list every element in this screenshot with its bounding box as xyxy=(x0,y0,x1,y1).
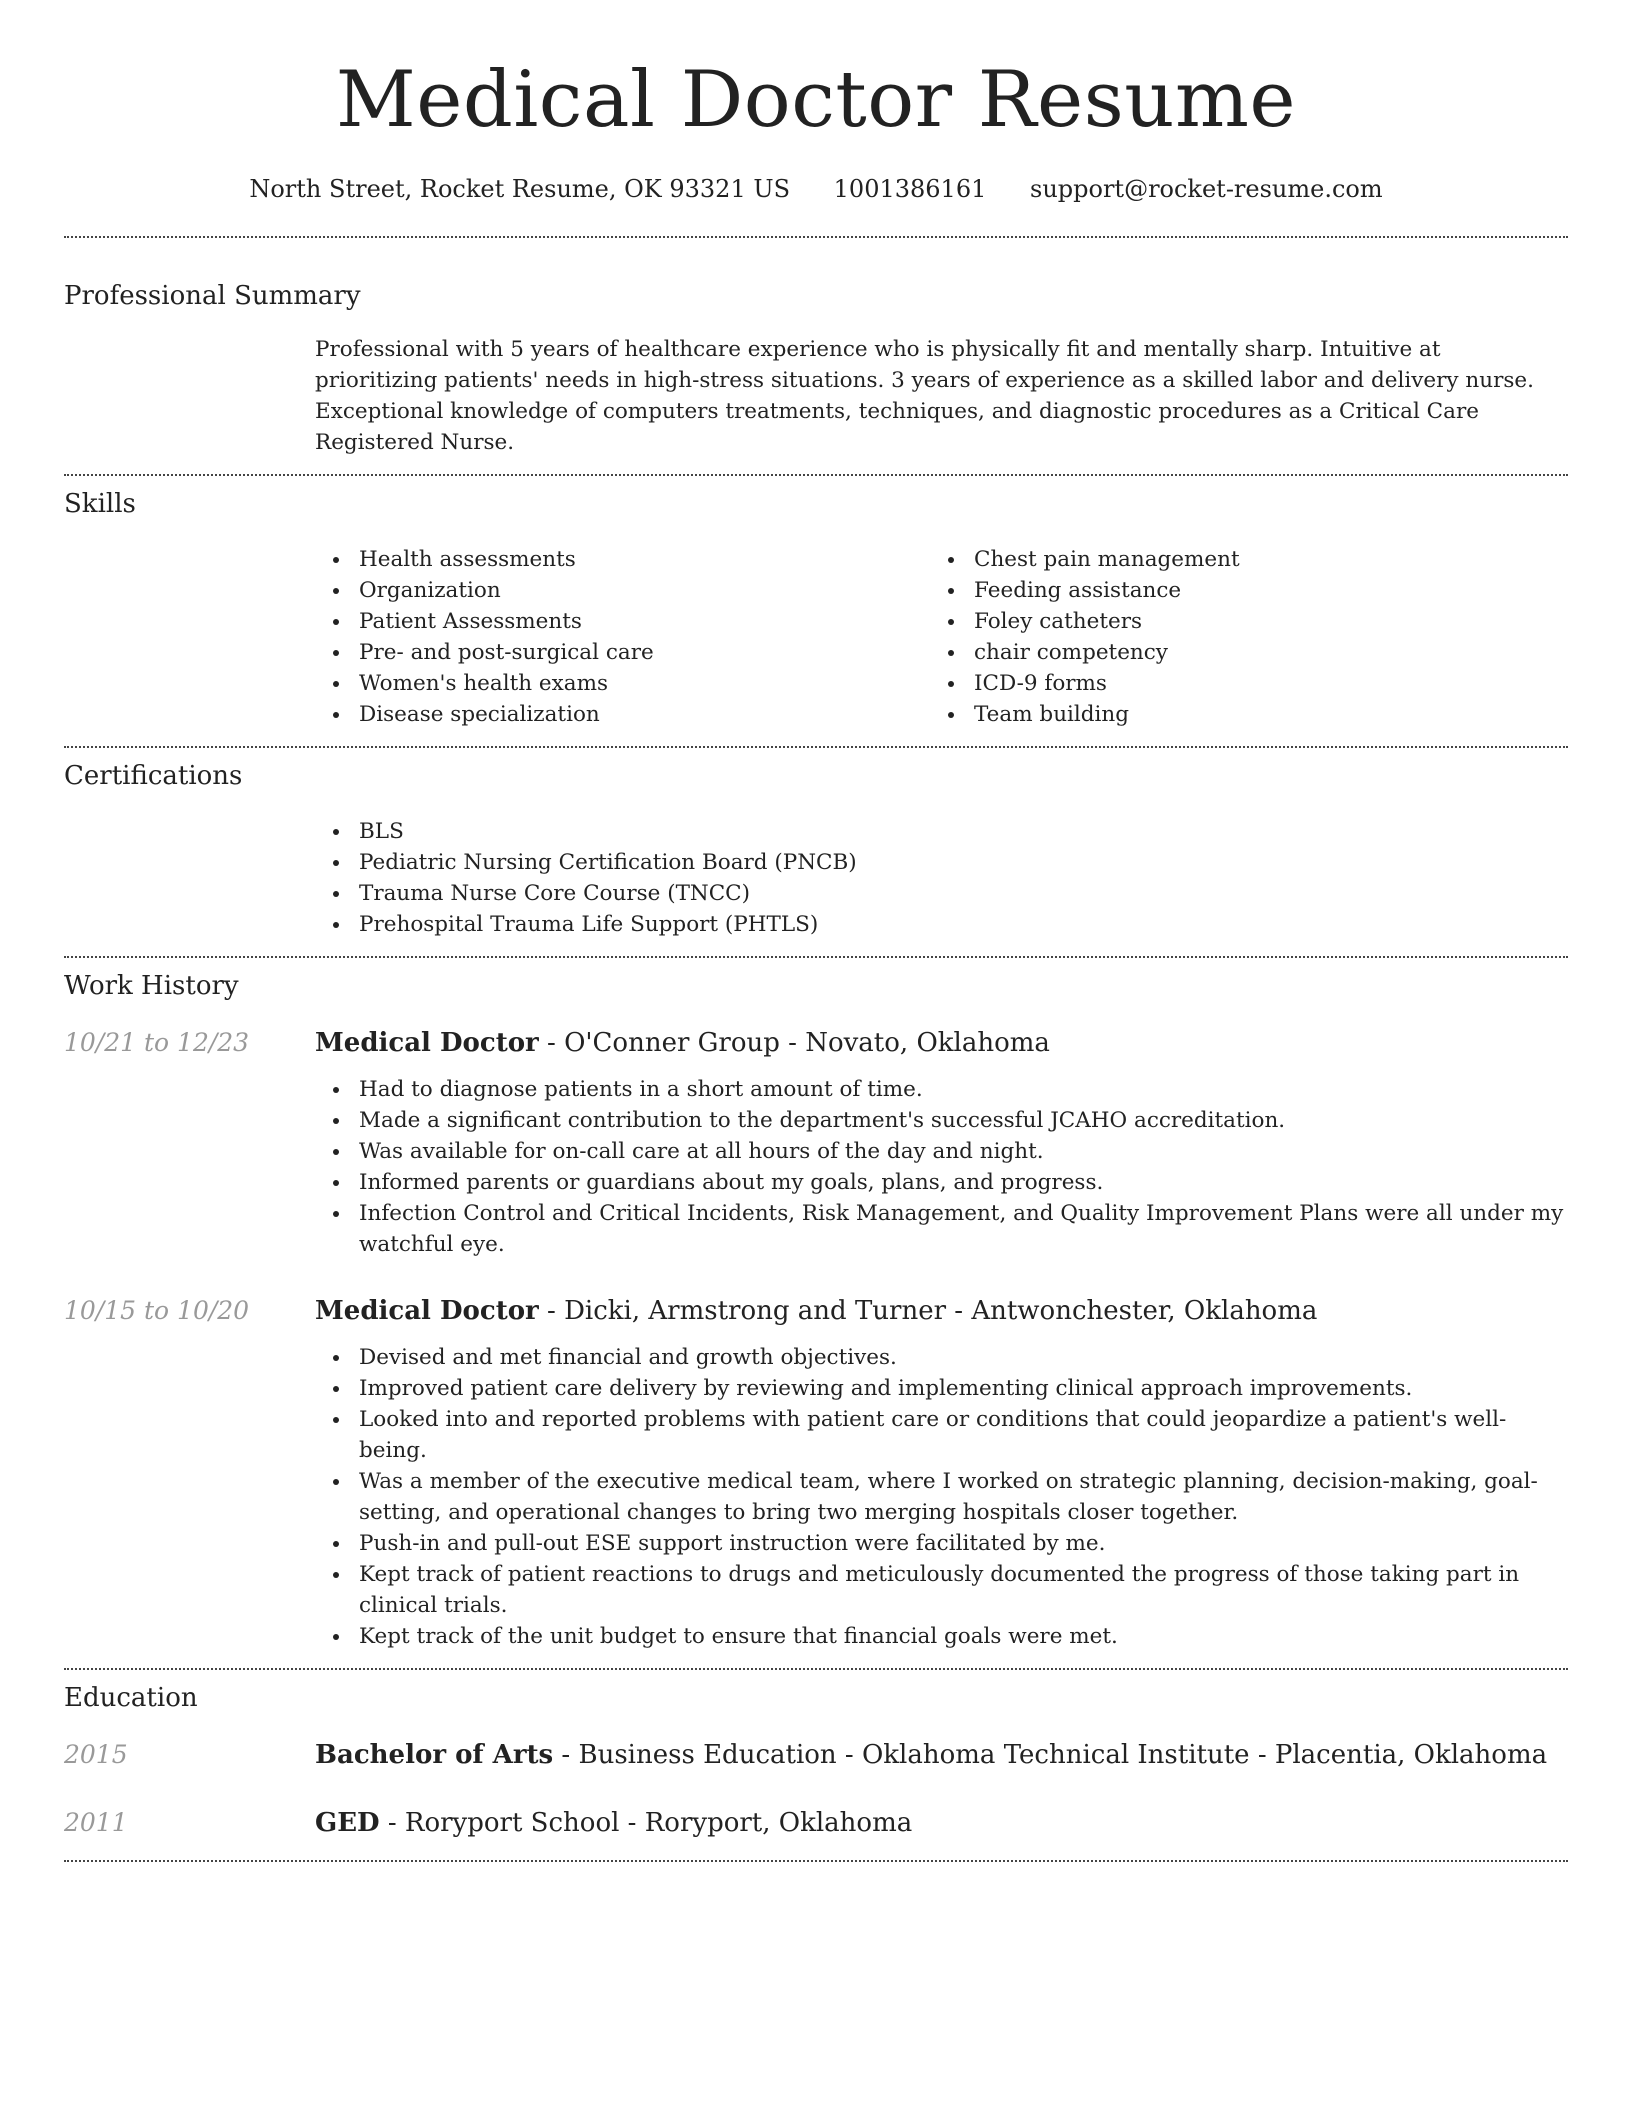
divider xyxy=(64,1860,1568,1862)
education-entry xyxy=(64,1738,1568,1772)
education-degree: Bachelor of Arts xyxy=(315,1740,554,1770)
email: support@rocket-resume.com xyxy=(1030,175,1383,203)
education-details: - Roryport School - Roryport, Oklahoma xyxy=(379,1808,913,1838)
divider xyxy=(64,1668,1568,1670)
divider xyxy=(64,474,1568,476)
certifications-heading: Certifications xyxy=(64,761,243,791)
skill-item: chair competency xyxy=(930,637,1545,668)
skill-item: Health assessments xyxy=(315,544,930,575)
address: North Street, Rocket Resume, OK 93321 US xyxy=(249,175,791,203)
summary-text: Professional with 5 years of healthcare experience who is physically fit and mentally sharp. Intuitive at prioritizing patients' needs in high-stress situations. 3 years of experience as a skilled labor and delivery nurse. Exceptional knowledge of computers treatments, techniques, and diagnostic procedures as a Critical Care Registered Nurse. xyxy=(315,337,1534,455)
skill-item: ICD-9 forms xyxy=(930,668,1545,699)
skill-item: Organization xyxy=(315,575,930,606)
divider xyxy=(64,956,1568,958)
skill-item: Feeding assistance xyxy=(930,575,1545,606)
job-entry xyxy=(64,1294,1568,1652)
certification-item: BLS xyxy=(315,816,1568,847)
job-role: Medical Doctor xyxy=(315,1028,539,1058)
skill-item: Pre- and post-surgical care xyxy=(315,637,930,668)
job-bullet: Kept track of the unit budget to ensure that financial goals were met. xyxy=(315,1621,1568,1652)
summary-heading: Professional Summary xyxy=(64,281,361,311)
skills-column-right xyxy=(930,544,1545,730)
job-bullet: Looked into and reported problems with patient care or conditions that could jeopardize a patient's well-being. xyxy=(315,1404,1568,1466)
job-details: - Dicki, Armstrong and Turner - Antwonchester, Oklahoma xyxy=(538,1296,1318,1326)
divider xyxy=(64,236,1568,238)
job-bullet: Infection Control and Critical Incidents, Risk Management, and Quality Improvement Plans were all under my watchful eye. xyxy=(315,1198,1568,1260)
skill-item: Team building xyxy=(930,699,1545,730)
job-bullets xyxy=(315,1074,1568,1260)
certifications-list xyxy=(315,816,1568,940)
education-year: 2015 xyxy=(64,1740,128,1769)
education-heading: Education xyxy=(64,1683,198,1713)
job-bullet: Had to diagnose patients in a short amount of time. xyxy=(315,1074,1568,1105)
contact-line xyxy=(64,174,1568,204)
certification-item: Prehospital Trauma Life Support (PHTLS) xyxy=(315,909,1568,940)
education-details: - Business Education - Oklahoma Technical Institute - Placentia, Oklahoma xyxy=(553,1740,1548,1770)
job-bullet: Push-in and pull-out ESE support instruction were facilitated by me. xyxy=(315,1528,1568,1559)
job-dates: 10/15 to 10/20 xyxy=(64,1296,250,1325)
job-bullet: Made a significant contribution to the department's successful JCAHO accreditation. xyxy=(315,1105,1568,1136)
work-history-heading: Work History xyxy=(64,971,239,1001)
job-details: - O'Conner Group - Novato, Oklahoma xyxy=(538,1028,1050,1058)
job-dates: 10/21 to 12/23 xyxy=(64,1028,250,1057)
job-role: Medical Doctor xyxy=(315,1296,539,1326)
skill-item: Patient Assessments xyxy=(315,606,930,637)
job-title xyxy=(315,1294,1568,1328)
skill-item: Foley catheters xyxy=(930,606,1545,637)
education-degree: GED xyxy=(315,1808,380,1838)
certification-item: Trauma Nurse Core Course (TNCC) xyxy=(315,878,1568,909)
job-bullet: Was a member of the executive medical team, where I worked on strategic planning, decision-making, goal-setting, and operational changes to bring two merging hospitals closer together. xyxy=(315,1466,1568,1528)
education-year: 2011 xyxy=(64,1808,128,1837)
certification-item: Pediatric Nursing Certification Board (PNCB) xyxy=(315,847,1568,878)
education-title xyxy=(315,1738,1568,1772)
skills-column-left xyxy=(315,544,930,730)
job-bullet: Kept track of patient reactions to drugs and meticulously documented the progress of those taking part in clinical trials. xyxy=(315,1559,1568,1621)
divider xyxy=(64,746,1568,748)
job-title xyxy=(315,1026,1568,1060)
skill-item: Women's health exams xyxy=(315,668,930,699)
phone: 1001386161 xyxy=(833,175,987,203)
job-bullets xyxy=(315,1342,1568,1652)
skills-heading: Skills xyxy=(64,489,136,519)
job-bullet: Was available for on-call care at all hours of the day and night. xyxy=(315,1136,1568,1167)
resume-title: Medical Doctor Resume xyxy=(335,55,1297,145)
job-bullet: Informed parents or guardians about my goals, plans, and progress. xyxy=(315,1167,1568,1198)
skills-list xyxy=(315,544,1568,730)
skill-item: Disease specialization xyxy=(315,699,930,730)
education-entry xyxy=(64,1806,1568,1840)
education-title xyxy=(315,1806,1568,1840)
skill-item: Chest pain management xyxy=(930,544,1545,575)
job-entry xyxy=(64,1026,1568,1260)
resume-page xyxy=(64,0,1568,1862)
job-bullet: Improved patient care delivery by reviewing and implementing clinical approach improvements. xyxy=(315,1373,1568,1404)
job-bullet: Devised and met financial and growth objectives. xyxy=(315,1342,1568,1373)
